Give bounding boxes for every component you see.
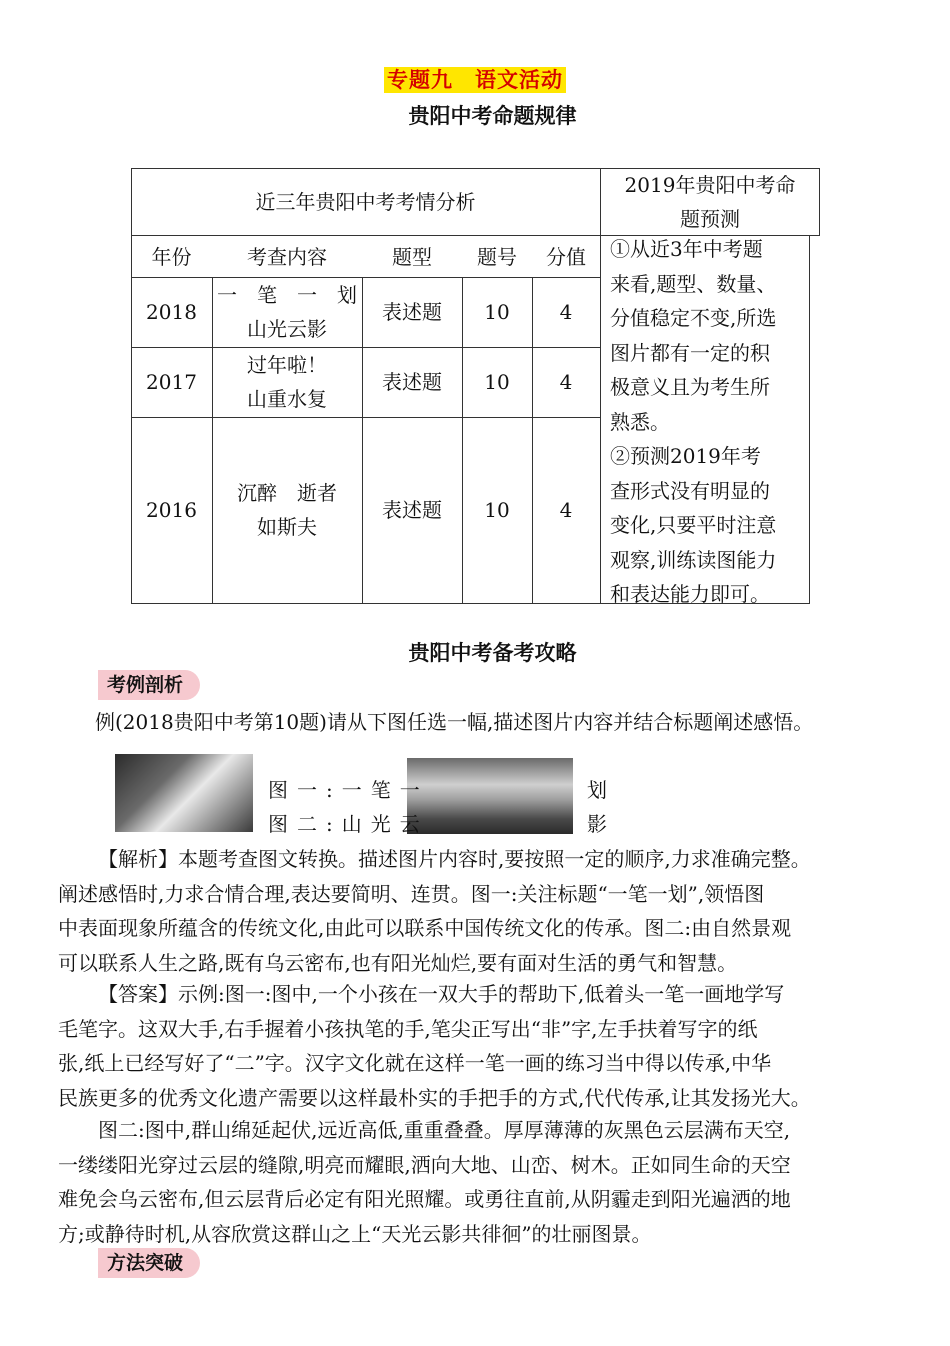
example-tag: 考例剖析: [98, 670, 200, 700]
prediction-text: ①从近3年中考题 来看,题型、数量、 分值稳定不变,所选 图片都有一定的积 极意义且为考生所 熟悉。 ②预测2019年考 查形式没有明显的 变化,只要平时注意 观察,训练读图能力 和表达能力即可。: [610, 237, 777, 606]
mountain-clouds-photo: [407, 758, 573, 834]
example-question: 例(2018贵阳中考第10题)请从下图任选一幅,描述图片内容并结合标题阐述感悟。: [95, 710, 814, 734]
left-header: 近三年贵阳中考考情分析: [255, 190, 476, 214]
row-year: 2016: [146, 498, 197, 522]
caption-two-right: 影: [587, 812, 616, 836]
row-year: 2018: [146, 300, 197, 324]
answer-paragraph-two: 图二:图中,群山绵延起伏,远近高低,重重叠叠。厚厚薄薄的灰黑色云层满布天空, 一缕缕阳光穿过云层的缝隙,明亮而耀眼,洒向大地、山峦、树木。正如同生命的天空 难免会乌云密布,但云层背后必定有阳光照耀。或勇往直前,从阴霾走到阳光遍洒的地 方;或静待时机,从容欣赏这群山之上“天光云影共徘徊”的壮丽图景。: [58, 1118, 791, 1246]
answer-paragraph: 【答案】示例:图一:图中,一个小孩在一双大手的帮助下,低着头一笔一画地学写 毛笔字。这双大手,右手握着小孩执笔的手,笔尖正写出“非”字,左手扶着写字的纸 张,纸上已经写好了“二”字。汉字文化就在这样一笔一画的练习当中得以传承,中华 民族更多的优秀文化遗产需要以这样最朴实的手把手的方式,代代传承,让其发扬光大。: [58, 982, 811, 1110]
row-year: 2017: [146, 370, 197, 394]
row-num: 10: [484, 370, 510, 394]
col-header-score: 分值: [546, 244, 586, 269]
row-type: 表述题: [382, 498, 442, 522]
row-num: 10: [484, 300, 510, 324]
section-title-rules: 贵阳中考命题规律: [408, 104, 577, 128]
row-content: 一 笔 一 划 山光云影: [217, 283, 357, 341]
row-score: 4: [559, 498, 573, 522]
caption-one-left: 图一:一笔一: [268, 778, 429, 802]
row-num: 10: [484, 498, 510, 522]
caption-one-right: 划: [587, 778, 616, 802]
row-score: 4: [559, 300, 573, 324]
section-title-strategy: 贵阳中考备考攻略: [408, 641, 577, 665]
row-content: 沉醉 逝者 如斯夫: [237, 481, 337, 539]
caption-two-left: 图二:山光云: [268, 812, 429, 836]
topic-title: 专题九 语文活动: [0, 64, 950, 94]
row-content: 过年啦！ 山重水复: [247, 353, 327, 411]
col-header-year: 年份: [151, 244, 192, 269]
row-score: 4: [559, 370, 573, 394]
method-tag: 方法突破: [98, 1248, 200, 1278]
col-header-content: 考查内容: [247, 244, 327, 269]
row-type: 表述题: [382, 370, 442, 394]
col-header-type: 题型: [392, 244, 432, 269]
right-header: 2019年贵阳中考命 题预测: [624, 173, 796, 231]
calligraphy-photo: [115, 754, 253, 832]
row-type: 表述题: [382, 300, 442, 324]
col-header-num: 题号: [477, 244, 517, 269]
analysis-paragraph: 【解析】本题考查图文转换。描述图片内容时,要按照一定的顺序,力求准确完整。 阐述感悟时,力求合情合理,表达要简明、连贯。图一:关注标题“一笔一划”,领悟图 中表面现象所蕴含的传统文化,由此可以联系中国传统文化的传承。图二:由自然景观 可以联系人生之路,既有乌云密布,也有阳光灿烂,要有面对生活的勇气和智慧。: [58, 847, 811, 975]
